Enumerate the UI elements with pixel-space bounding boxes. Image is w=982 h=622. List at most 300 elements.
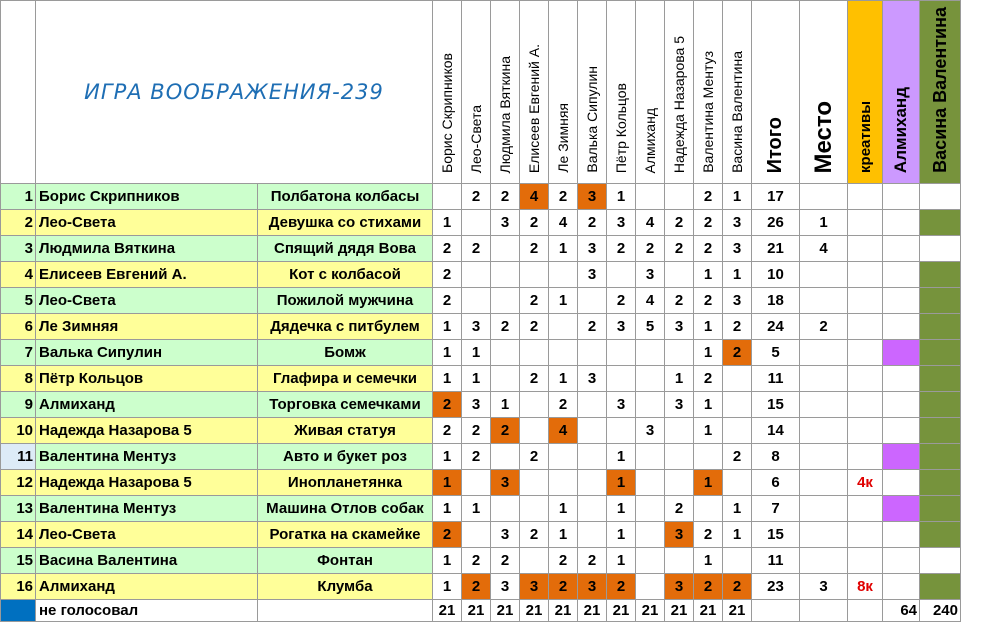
- vote-cell[interactable]: [607, 418, 636, 444]
- footer-vote-count[interactable]: 21: [520, 600, 549, 622]
- row-number[interactable]: 1: [1, 184, 36, 210]
- vote-cell[interactable]: 2: [665, 288, 694, 314]
- author-cell[interactable]: Надежда Назарова 5: [36, 470, 258, 496]
- vote-cell[interactable]: 1: [694, 314, 723, 340]
- vote-cell[interactable]: 3: [520, 574, 549, 600]
- title-cell[interactable]: [36, 1, 433, 184]
- author-cell[interactable]: Васина Валентина: [36, 548, 258, 574]
- row-number[interactable]: 4: [1, 262, 36, 288]
- author-cell[interactable]: Лео-Света: [36, 288, 258, 314]
- almikhand-cell[interactable]: [883, 314, 920, 340]
- vote-cell[interactable]: [433, 184, 462, 210]
- vasina-header[interactable]: Васина Валентина: [920, 1, 961, 184]
- footer-vote-count[interactable]: 21: [636, 600, 665, 622]
- vote-cell[interactable]: 2: [520, 366, 549, 392]
- item-cell[interactable]: Фонтан: [258, 548, 433, 574]
- vote-cell[interactable]: 1: [433, 444, 462, 470]
- vote-cell[interactable]: 1: [607, 444, 636, 470]
- almikhand-cell[interactable]: [883, 418, 920, 444]
- vote-cell[interactable]: 1: [549, 366, 578, 392]
- vote-cell[interactable]: [665, 418, 694, 444]
- place-cell[interactable]: [800, 366, 848, 392]
- vote-cell[interactable]: [491, 444, 520, 470]
- vote-cell[interactable]: 1: [549, 496, 578, 522]
- voter-header-6[interactable]: Пётр Кольцов: [607, 1, 636, 184]
- voter-header-0[interactable]: Борис Скрипников: [433, 1, 462, 184]
- place-cell[interactable]: 3: [800, 574, 848, 600]
- total-cell[interactable]: 15: [752, 392, 800, 418]
- voter-header-2[interactable]: Людмила Вяткина: [491, 1, 520, 184]
- vote-cell[interactable]: [549, 314, 578, 340]
- footer-vote-count[interactable]: 21: [549, 600, 578, 622]
- vote-cell[interactable]: 1: [549, 522, 578, 548]
- vasina-cell[interactable]: [920, 444, 961, 470]
- vote-cell[interactable]: [636, 522, 665, 548]
- vote-cell[interactable]: 3: [578, 366, 607, 392]
- almikhand-cell[interactable]: [883, 470, 920, 496]
- vote-cell[interactable]: 1: [694, 470, 723, 496]
- vote-cell[interactable]: 3: [723, 210, 752, 236]
- creative-cell[interactable]: [848, 210, 883, 236]
- vote-cell[interactable]: 1: [462, 340, 491, 366]
- creative-header[interactable]: креативы: [848, 1, 883, 184]
- voter-header-9[interactable]: Валентина Ментуз: [694, 1, 723, 184]
- vote-cell[interactable]: 1: [433, 548, 462, 574]
- vote-cell[interactable]: [665, 470, 694, 496]
- almikhand-cell[interactable]: [883, 548, 920, 574]
- vote-cell[interactable]: 2: [491, 314, 520, 340]
- vote-cell[interactable]: [723, 392, 752, 418]
- creative-cell[interactable]: [848, 548, 883, 574]
- total-cell[interactable]: 14: [752, 418, 800, 444]
- vote-cell[interactable]: 5: [636, 314, 665, 340]
- vote-cell[interactable]: [549, 444, 578, 470]
- vote-cell[interactable]: 2: [520, 236, 549, 262]
- row-number[interactable]: 16: [1, 574, 36, 600]
- vote-cell[interactable]: [723, 548, 752, 574]
- row-number[interactable]: 5: [1, 288, 36, 314]
- author-cell[interactable]: Надежда Назарова 5: [36, 418, 258, 444]
- vote-cell[interactable]: 1: [433, 340, 462, 366]
- vote-cell[interactable]: 1: [607, 548, 636, 574]
- vote-cell[interactable]: 4: [636, 210, 665, 236]
- item-cell[interactable]: Полбатона колбасы: [258, 184, 433, 210]
- vote-cell[interactable]: 1: [665, 366, 694, 392]
- vote-cell[interactable]: 1: [723, 262, 752, 288]
- vote-cell[interactable]: [462, 470, 491, 496]
- author-cell[interactable]: Алмиханд: [36, 574, 258, 600]
- vote-cell[interactable]: 1: [433, 574, 462, 600]
- almikhand-cell[interactable]: [883, 288, 920, 314]
- vote-cell[interactable]: 3: [636, 418, 665, 444]
- vote-cell[interactable]: 3: [462, 392, 491, 418]
- vote-cell[interactable]: 1: [723, 496, 752, 522]
- vote-cell[interactable]: 2: [433, 392, 462, 418]
- total-cell[interactable]: 21: [752, 236, 800, 262]
- vote-cell[interactable]: [462, 262, 491, 288]
- footer-creative-cell[interactable]: [848, 600, 883, 622]
- vote-cell[interactable]: 2: [694, 574, 723, 600]
- footer-vote-count[interactable]: 21: [462, 600, 491, 622]
- creative-cell[interactable]: [848, 288, 883, 314]
- vote-cell[interactable]: 2: [694, 366, 723, 392]
- total-cell[interactable]: 24: [752, 314, 800, 340]
- author-cell[interactable]: Людмила Вяткина: [36, 236, 258, 262]
- almikhand-cell[interactable]: [883, 210, 920, 236]
- vote-cell[interactable]: [462, 288, 491, 314]
- footer-item-cell[interactable]: [258, 600, 433, 622]
- item-cell[interactable]: Дядечка с питбулем: [258, 314, 433, 340]
- vote-cell[interactable]: 3: [723, 236, 752, 262]
- vote-cell[interactable]: 2: [694, 210, 723, 236]
- footer-total-cell[interactable]: [752, 600, 800, 622]
- footer-vote-count[interactable]: 21: [578, 600, 607, 622]
- vote-cell[interactable]: 4: [520, 184, 549, 210]
- vote-cell[interactable]: 2: [578, 210, 607, 236]
- vote-cell[interactable]: [694, 496, 723, 522]
- vote-cell[interactable]: 1: [433, 366, 462, 392]
- creative-cell[interactable]: [848, 496, 883, 522]
- place-cell[interactable]: [800, 522, 848, 548]
- creative-cell[interactable]: [848, 340, 883, 366]
- vote-cell[interactable]: [665, 184, 694, 210]
- vote-cell[interactable]: [491, 366, 520, 392]
- place-cell[interactable]: [800, 392, 848, 418]
- item-cell[interactable]: Рогатка на скамейке: [258, 522, 433, 548]
- total-cell[interactable]: 7: [752, 496, 800, 522]
- vote-cell[interactable]: [491, 236, 520, 262]
- vote-cell[interactable]: 1: [723, 184, 752, 210]
- footer-vote-count[interactable]: 21: [607, 600, 636, 622]
- vote-cell[interactable]: [462, 210, 491, 236]
- item-cell[interactable]: Живая статуя: [258, 418, 433, 444]
- vote-cell[interactable]: 3: [578, 236, 607, 262]
- vote-cell[interactable]: 1: [607, 522, 636, 548]
- vote-cell[interactable]: 2: [636, 236, 665, 262]
- vote-cell[interactable]: [607, 366, 636, 392]
- place-cell[interactable]: 2: [800, 314, 848, 340]
- footer-place-cell[interactable]: [800, 600, 848, 622]
- vote-cell[interactable]: 2: [578, 314, 607, 340]
- item-cell[interactable]: Клумба: [258, 574, 433, 600]
- almikhand-cell[interactable]: [883, 444, 920, 470]
- item-cell[interactable]: Авто и букет роз: [258, 444, 433, 470]
- corner-cell[interactable]: [1, 1, 36, 184]
- vote-cell[interactable]: 3: [491, 522, 520, 548]
- vasina-cell[interactable]: [920, 418, 961, 444]
- author-cell[interactable]: Валька Сипулин: [36, 340, 258, 366]
- vote-cell[interactable]: 1: [694, 340, 723, 366]
- vote-cell[interactable]: 2: [462, 236, 491, 262]
- almikhand-cell[interactable]: [883, 522, 920, 548]
- vote-cell[interactable]: 2: [694, 236, 723, 262]
- vote-cell[interactable]: 2: [607, 236, 636, 262]
- vote-cell[interactable]: 3: [607, 392, 636, 418]
- vote-cell[interactable]: [694, 444, 723, 470]
- author-cell[interactable]: Лео-Света: [36, 210, 258, 236]
- vote-cell[interactable]: [491, 340, 520, 366]
- vote-cell[interactable]: [520, 418, 549, 444]
- place-cell[interactable]: [800, 288, 848, 314]
- creative-cell[interactable]: [848, 236, 883, 262]
- vote-cell[interactable]: 2: [520, 314, 549, 340]
- vote-cell[interactable]: 1: [694, 548, 723, 574]
- vote-cell[interactable]: 1: [433, 470, 462, 496]
- total-header[interactable]: Итого: [752, 1, 800, 184]
- total-cell[interactable]: 17: [752, 184, 800, 210]
- vasina-cell[interactable]: [920, 574, 961, 600]
- almikhand-cell[interactable]: [883, 366, 920, 392]
- almikhand-cell[interactable]: [883, 340, 920, 366]
- vote-cell[interactable]: 1: [607, 184, 636, 210]
- total-cell[interactable]: 11: [752, 548, 800, 574]
- footer-almikhand-count[interactable]: 64: [883, 600, 920, 622]
- almikhand-header[interactable]: Алмиханд: [883, 1, 920, 184]
- vote-cell[interactable]: [723, 418, 752, 444]
- item-cell[interactable]: Спящий дядя Вова: [258, 236, 433, 262]
- author-cell[interactable]: Борис Скрипников: [36, 184, 258, 210]
- vote-cell[interactable]: [578, 340, 607, 366]
- vote-cell[interactable]: 1: [694, 262, 723, 288]
- almikhand-cell[interactable]: [883, 392, 920, 418]
- vote-cell[interactable]: 2: [723, 314, 752, 340]
- creative-cell[interactable]: [848, 262, 883, 288]
- item-cell[interactable]: Бомж: [258, 340, 433, 366]
- row-number[interactable]: 12: [1, 470, 36, 496]
- vote-cell[interactable]: 2: [491, 548, 520, 574]
- vote-cell[interactable]: 2: [433, 288, 462, 314]
- place-cell[interactable]: [800, 470, 848, 496]
- vote-cell[interactable]: 3: [578, 184, 607, 210]
- vote-cell[interactable]: [636, 366, 665, 392]
- vote-cell[interactable]: [520, 392, 549, 418]
- total-cell[interactable]: 15: [752, 522, 800, 548]
- vote-cell[interactable]: [549, 470, 578, 496]
- vote-cell[interactable]: 3: [607, 210, 636, 236]
- vote-cell[interactable]: 2: [462, 444, 491, 470]
- footer-vote-count[interactable]: 21: [665, 600, 694, 622]
- creative-cell[interactable]: [848, 418, 883, 444]
- total-cell[interactable]: 11: [752, 366, 800, 392]
- item-cell[interactable]: Торговка семечками: [258, 392, 433, 418]
- vote-cell[interactable]: 2: [578, 548, 607, 574]
- creative-cell[interactable]: 8к: [848, 574, 883, 600]
- almikhand-cell[interactable]: [883, 574, 920, 600]
- vasina-cell[interactable]: [920, 548, 961, 574]
- vote-cell[interactable]: 2: [607, 574, 636, 600]
- item-cell[interactable]: Машина Отлов собак: [258, 496, 433, 522]
- vote-cell[interactable]: 1: [433, 314, 462, 340]
- author-cell[interactable]: Пётр Кольцов: [36, 366, 258, 392]
- vote-cell[interactable]: 3: [723, 288, 752, 314]
- vasina-cell[interactable]: [920, 210, 961, 236]
- author-cell[interactable]: Валентина Ментуз: [36, 496, 258, 522]
- creative-cell[interactable]: [848, 392, 883, 418]
- vote-cell[interactable]: 3: [491, 470, 520, 496]
- vote-cell[interactable]: 3: [462, 314, 491, 340]
- place-cell[interactable]: 1: [800, 210, 848, 236]
- vote-cell[interactable]: [665, 444, 694, 470]
- vote-cell[interactable]: 2: [549, 184, 578, 210]
- item-cell[interactable]: Глафира и семечки: [258, 366, 433, 392]
- vote-cell[interactable]: [549, 340, 578, 366]
- vote-cell[interactable]: 2: [723, 444, 752, 470]
- author-cell[interactable]: Ле Зимняя: [36, 314, 258, 340]
- voter-header-1[interactable]: Лео-Света: [462, 1, 491, 184]
- place-cell[interactable]: [800, 496, 848, 522]
- vote-cell[interactable]: 3: [578, 574, 607, 600]
- vasina-cell[interactable]: [920, 262, 961, 288]
- vote-cell[interactable]: [578, 522, 607, 548]
- author-cell[interactable]: Алмиханд: [36, 392, 258, 418]
- place-cell[interactable]: [800, 444, 848, 470]
- vasina-cell[interactable]: [920, 392, 961, 418]
- footer-vote-count[interactable]: 21: [433, 600, 462, 622]
- author-cell[interactable]: Валентина Ментуз: [36, 444, 258, 470]
- row-number[interactable]: 8: [1, 366, 36, 392]
- item-cell[interactable]: Кот с колбасой: [258, 262, 433, 288]
- vote-cell[interactable]: 3: [578, 262, 607, 288]
- vote-cell[interactable]: [520, 548, 549, 574]
- vote-cell[interactable]: [665, 262, 694, 288]
- row-number[interactable]: 15: [1, 548, 36, 574]
- voter-header-5[interactable]: Валька Сипулин: [578, 1, 607, 184]
- vote-cell[interactable]: 2: [491, 418, 520, 444]
- vote-cell[interactable]: 1: [549, 288, 578, 314]
- vote-cell[interactable]: 2: [694, 522, 723, 548]
- place-cell[interactable]: [800, 262, 848, 288]
- vote-cell[interactable]: [607, 340, 636, 366]
- vote-cell[interactable]: [723, 470, 752, 496]
- vasina-cell[interactable]: [920, 470, 961, 496]
- vote-cell[interactable]: 1: [723, 522, 752, 548]
- creative-cell[interactable]: [848, 184, 883, 210]
- vote-cell[interactable]: [636, 184, 665, 210]
- vasina-cell[interactable]: [920, 314, 961, 340]
- vote-cell[interactable]: [636, 444, 665, 470]
- vote-cell[interactable]: 2: [665, 236, 694, 262]
- vote-cell[interactable]: [636, 340, 665, 366]
- vote-cell[interactable]: [636, 548, 665, 574]
- vasina-cell[interactable]: [920, 522, 961, 548]
- row-number[interactable]: 2: [1, 210, 36, 236]
- vote-cell[interactable]: 2: [433, 236, 462, 262]
- vote-cell[interactable]: [578, 496, 607, 522]
- vote-cell[interactable]: 2: [723, 574, 752, 600]
- vote-cell[interactable]: 2: [433, 262, 462, 288]
- almikhand-cell[interactable]: [883, 262, 920, 288]
- vasina-cell[interactable]: [920, 288, 961, 314]
- footer-vote-count[interactable]: 21: [694, 600, 723, 622]
- vote-cell[interactable]: 1: [694, 418, 723, 444]
- vote-cell[interactable]: 2: [520, 522, 549, 548]
- item-cell[interactable]: Девушка со стихами: [258, 210, 433, 236]
- vote-cell[interactable]: 1: [462, 366, 491, 392]
- total-cell[interactable]: 5: [752, 340, 800, 366]
- total-cell[interactable]: 10: [752, 262, 800, 288]
- vote-cell[interactable]: [462, 522, 491, 548]
- vote-cell[interactable]: [636, 470, 665, 496]
- vote-cell[interactable]: [578, 470, 607, 496]
- place-cell[interactable]: [800, 184, 848, 210]
- vote-cell[interactable]: [520, 470, 549, 496]
- vote-cell[interactable]: 2: [607, 288, 636, 314]
- vote-cell[interactable]: [723, 366, 752, 392]
- row-number[interactable]: 14: [1, 522, 36, 548]
- vote-cell[interactable]: [607, 262, 636, 288]
- vote-cell[interactable]: [578, 444, 607, 470]
- total-cell[interactable]: 18: [752, 288, 800, 314]
- vote-cell[interactable]: 1: [607, 496, 636, 522]
- row-number[interactable]: 7: [1, 340, 36, 366]
- vote-cell[interactable]: 3: [665, 522, 694, 548]
- total-cell[interactable]: 23: [752, 574, 800, 600]
- vasina-cell[interactable]: [920, 366, 961, 392]
- vote-cell[interactable]: 2: [549, 392, 578, 418]
- voter-header-4[interactable]: Ле Зимняя: [549, 1, 578, 184]
- vote-cell[interactable]: [549, 262, 578, 288]
- vote-cell[interactable]: 2: [665, 496, 694, 522]
- vasina-cell[interactable]: [920, 340, 961, 366]
- vote-cell[interactable]: 2: [433, 418, 462, 444]
- vote-cell[interactable]: 1: [491, 392, 520, 418]
- vote-cell[interactable]: 2: [462, 184, 491, 210]
- vote-cell[interactable]: 3: [491, 574, 520, 600]
- vote-cell[interactable]: 2: [665, 210, 694, 236]
- vote-cell[interactable]: 2: [723, 340, 752, 366]
- footer-vote-count[interactable]: 21: [491, 600, 520, 622]
- vote-cell[interactable]: 1: [462, 496, 491, 522]
- row-number[interactable]: 11: [1, 444, 36, 470]
- vote-cell[interactable]: 2: [433, 522, 462, 548]
- place-cell[interactable]: [800, 418, 848, 444]
- vote-cell[interactable]: [636, 392, 665, 418]
- place-cell[interactable]: 4: [800, 236, 848, 262]
- vote-cell[interactable]: 1: [607, 470, 636, 496]
- row-number[interactable]: 3: [1, 236, 36, 262]
- row-number[interactable]: 9: [1, 392, 36, 418]
- vote-cell[interactable]: [665, 340, 694, 366]
- vote-cell[interactable]: 3: [665, 392, 694, 418]
- vote-cell[interactable]: 2: [520, 210, 549, 236]
- creative-cell[interactable]: [848, 366, 883, 392]
- vote-cell[interactable]: 3: [491, 210, 520, 236]
- row-number[interactable]: 13: [1, 496, 36, 522]
- voter-header-10[interactable]: Васина Валентина: [723, 1, 752, 184]
- item-cell[interactable]: Пожилой мужчина: [258, 288, 433, 314]
- vote-cell[interactable]: [636, 574, 665, 600]
- vote-cell[interactable]: 2: [462, 418, 491, 444]
- author-cell[interactable]: Лео-Света: [36, 522, 258, 548]
- almikhand-cell[interactable]: [883, 496, 920, 522]
- vote-cell[interactable]: 2: [549, 574, 578, 600]
- vote-cell[interactable]: [520, 340, 549, 366]
- creative-cell[interactable]: [848, 522, 883, 548]
- vote-cell[interactable]: 1: [694, 392, 723, 418]
- vasina-cell[interactable]: [920, 236, 961, 262]
- vote-cell[interactable]: [491, 496, 520, 522]
- vote-cell[interactable]: 3: [665, 314, 694, 340]
- vote-cell[interactable]: 1: [433, 496, 462, 522]
- vote-cell[interactable]: 2: [491, 184, 520, 210]
- vote-cell[interactable]: 2: [462, 548, 491, 574]
- creative-cell[interactable]: [848, 314, 883, 340]
- row-number[interactable]: 10: [1, 418, 36, 444]
- vote-cell[interactable]: [491, 262, 520, 288]
- vote-cell[interactable]: 2: [694, 288, 723, 314]
- vote-cell[interactable]: 2: [694, 184, 723, 210]
- vote-cell[interactable]: 3: [665, 574, 694, 600]
